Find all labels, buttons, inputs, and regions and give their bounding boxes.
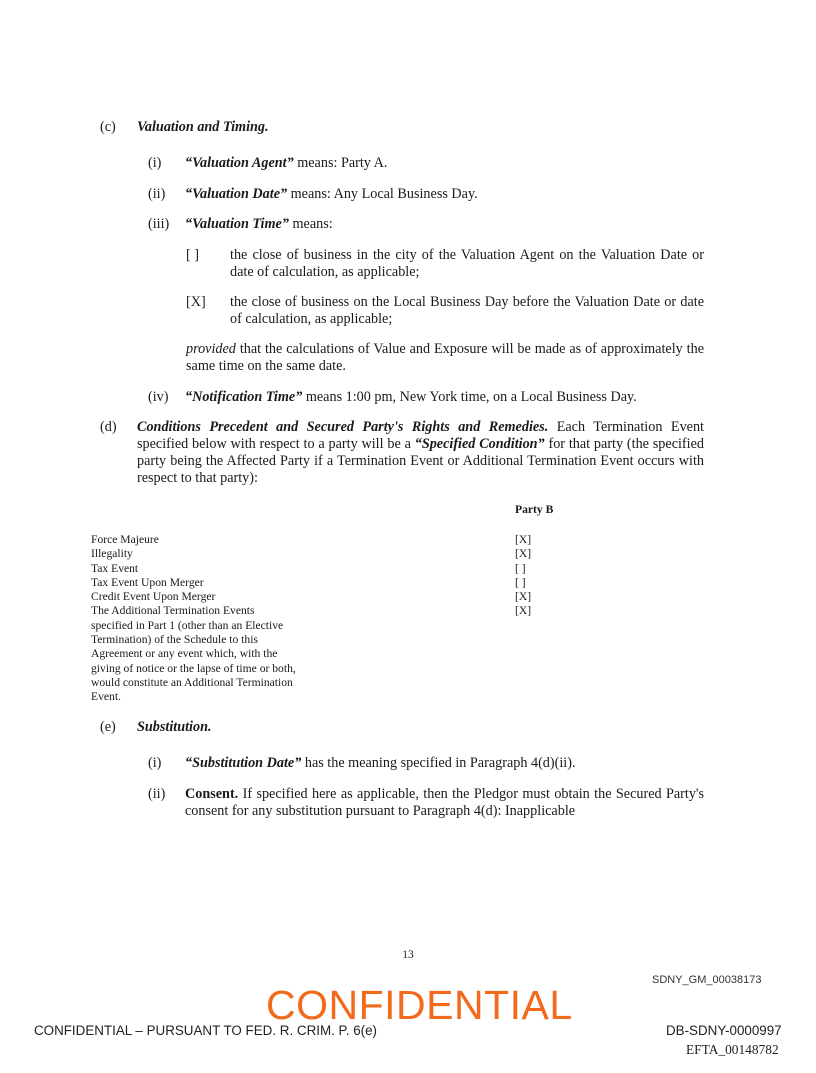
event-name: The Additional Termination Events <box>91 604 255 618</box>
item-label: (iv) <box>148 389 169 405</box>
table-row <box>91 590 541 604</box>
item-label: (i) <box>148 755 162 771</box>
option-mark: [X] <box>186 294 206 310</box>
confidential-stamp: CONFIDENTIAL <box>266 982 573 1028</box>
item-label: (ii) <box>148 186 166 202</box>
table-row <box>91 604 541 618</box>
defined-term: “Valuation Agent” <box>185 155 294 171</box>
section-c-item-iii <box>148 216 333 233</box>
valuation-time-option-2 <box>186 294 704 327</box>
section-e-title: Substitution. <box>137 719 212 735</box>
section-d-title: Conditions Precedent and Secured Party's Rights and Remedies. <box>137 419 549 435</box>
event-name: Tax Event Upon Merger <box>91 575 204 589</box>
table-row <box>91 562 541 576</box>
item-text: has the meaning specified in Paragraph 4(d)(ii). <box>301 755 576 771</box>
table-row <box>91 533 541 547</box>
section-d-label: (d) <box>100 419 117 435</box>
section-d-paragraph <box>137 419 704 487</box>
section-c-title: Valuation and Timing. <box>137 119 269 135</box>
bates-number-sdny-gm: SDNY_GM_00038173 <box>652 974 762 986</box>
option-mark: [ ] <box>186 247 199 263</box>
defined-term: “Substitution Date” <box>185 755 302 771</box>
proviso-lead: provided <box>186 341 236 357</box>
section-c-heading <box>100 119 269 136</box>
table-row-note: specified in Part 1 (other than an Elective Termination) of the Schedule to this Agreement or any event which, with the giving of notice or the lapse of time or both, would constitute an Additional Termination Event. <box>91 618 296 704</box>
event-value: [X] <box>515 590 532 604</box>
event-name: Credit Event Upon Merger <box>91 590 216 604</box>
section-d-text-a: Each Termination Event specified below with respect to a party will be a <box>137 419 704 452</box>
section-c-item-ii <box>148 186 478 203</box>
section-e-label: (e) <box>100 719 116 735</box>
table-row <box>91 576 541 590</box>
item-paragraph <box>185 786 704 820</box>
party-b-header: Party B <box>515 503 554 516</box>
defined-term: “Valuation Time” <box>185 216 289 232</box>
page-number: 13 <box>402 948 414 961</box>
event-value: [X] <box>515 604 532 618</box>
confidential-notice: CONFIDENTIAL – PURSUANT TO FED. R. CRIM. P. 6(e) <box>34 1023 378 1038</box>
defined-term: “Notification Time” <box>185 389 303 405</box>
valuation-time-option-1 <box>186 247 704 280</box>
proviso-paragraph <box>186 341 704 375</box>
option-text: the close of business in the city of the Valuation Agent on the Valuation Date or date of calculation, as applicable; <box>230 247 704 280</box>
item-text: means: Party A. <box>293 155 388 171</box>
section-e-heading <box>100 719 212 736</box>
defined-term: “Specified Condition” <box>414 436 545 452</box>
item-text: means: <box>288 216 333 232</box>
bates-number-db-sdny: DB-SDNY-0000997 <box>666 1023 782 1038</box>
section-e-item-i <box>148 755 576 772</box>
event-value: [X] <box>515 547 532 561</box>
item-text: If specified here as applicable, then the Pledgor must obtain the Secured Party's consent for any substitution pursuant to Paragraph 4(d): Inapplicable <box>185 786 704 819</box>
proviso-text: that the calculations of Value and Exposure will be made as of approximately the same time on the same date. <box>186 341 704 374</box>
item-text: means: Any Local Business Day. <box>287 186 478 202</box>
item-label: (i) <box>148 155 162 171</box>
defined-term: Consent. <box>185 786 239 802</box>
event-name: Illegality <box>91 547 133 561</box>
event-value: [ ] <box>515 561 526 575</box>
event-value: [ ] <box>515 575 526 589</box>
defined-term: “Valuation Date” <box>185 186 288 202</box>
option-text: the close of business on the Local Business Day before the Valuation Date or date of calculation, as applicable; <box>230 294 704 327</box>
item-text: means 1:00 pm, New York time, on a Local Business Day. <box>302 389 637 405</box>
section-d-text-b: for that party (the specified party being the Affected Party if a Termination Event or Additional Termination Event occurs with respect to that party): <box>137 436 704 486</box>
item-label: (ii) <box>148 786 166 802</box>
table-row <box>91 547 541 561</box>
bates-number-efta: EFTA_00148782 <box>686 1042 779 1057</box>
section-c-item-i <box>148 155 388 172</box>
section-c-label: (c) <box>100 119 116 135</box>
section-d <box>100 419 704 486</box>
item-label: (iii) <box>148 216 170 232</box>
event-name: Force Majeure <box>91 533 159 546</box>
event-value: [X] <box>515 533 532 546</box>
event-name: Tax Event <box>91 561 139 575</box>
section-e-item-ii <box>148 786 704 819</box>
section-c-item-iv <box>148 389 637 406</box>
termination-events-table <box>91 533 541 705</box>
